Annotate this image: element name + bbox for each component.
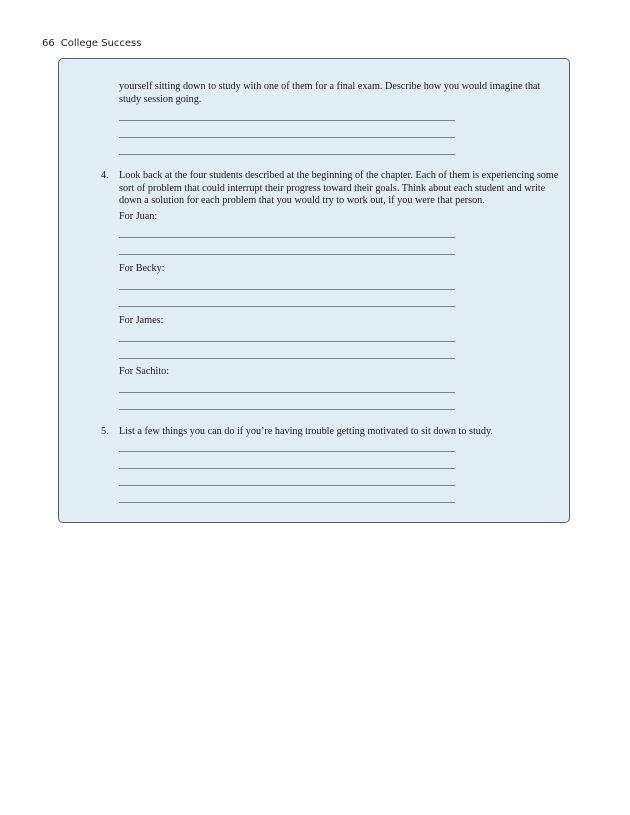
item-4-prompt [119, 170, 558, 208]
answer-line[interactable] [119, 358, 455, 359]
item-4-number: 4. [101, 170, 109, 181]
item-4-line-2: sort of problem that could interrupt their progress toward their goals. Think about each student and write [119, 182, 546, 194]
item-4-line-1: Look back at the four students described at the beginning of the chapter. Each of them is experiencing some [119, 170, 559, 181]
answer-line[interactable] [119, 468, 455, 469]
answer-line[interactable] [119, 502, 455, 503]
item-5-number: 5. [101, 426, 109, 437]
answer-line[interactable] [119, 137, 455, 138]
answer-line[interactable] [119, 254, 455, 255]
student-label-becky: For Becky: [119, 263, 165, 274]
answer-line[interactable] [119, 306, 455, 307]
answer-line[interactable] [119, 120, 455, 121]
answer-line[interactable] [119, 451, 455, 452]
page-number: 66 [42, 38, 55, 49]
continued-question-text [119, 81, 540, 106]
continued-text-line-1: yourself sitting down to study with one of them for a final exam. Describe how you would imagine that [119, 81, 541, 92]
item-4-line-3: down a solution for each problem that you would try to work out, if you were that person. [119, 195, 485, 206]
answer-line[interactable] [119, 392, 455, 393]
student-label-juan: For Juan: [119, 211, 158, 222]
answer-line[interactable] [119, 341, 455, 342]
exercise-box [58, 58, 570, 523]
answer-line[interactable] [119, 154, 455, 155]
book-title: College Success [60, 38, 142, 49]
item-5-prompt: List a few things you can do if you’re having trouble getting motivated to sit down to study. [119, 426, 493, 437]
answer-line[interactable] [119, 289, 455, 290]
answer-line[interactable] [119, 237, 455, 238]
student-label-james: For James: [119, 315, 164, 326]
student-label-sachito: For Sachito: [119, 366, 170, 377]
answer-line[interactable] [119, 485, 455, 486]
continued-text-line-2: study session going. [119, 93, 202, 105]
running-head [42, 38, 141, 50]
answer-line[interactable] [119, 409, 455, 410]
